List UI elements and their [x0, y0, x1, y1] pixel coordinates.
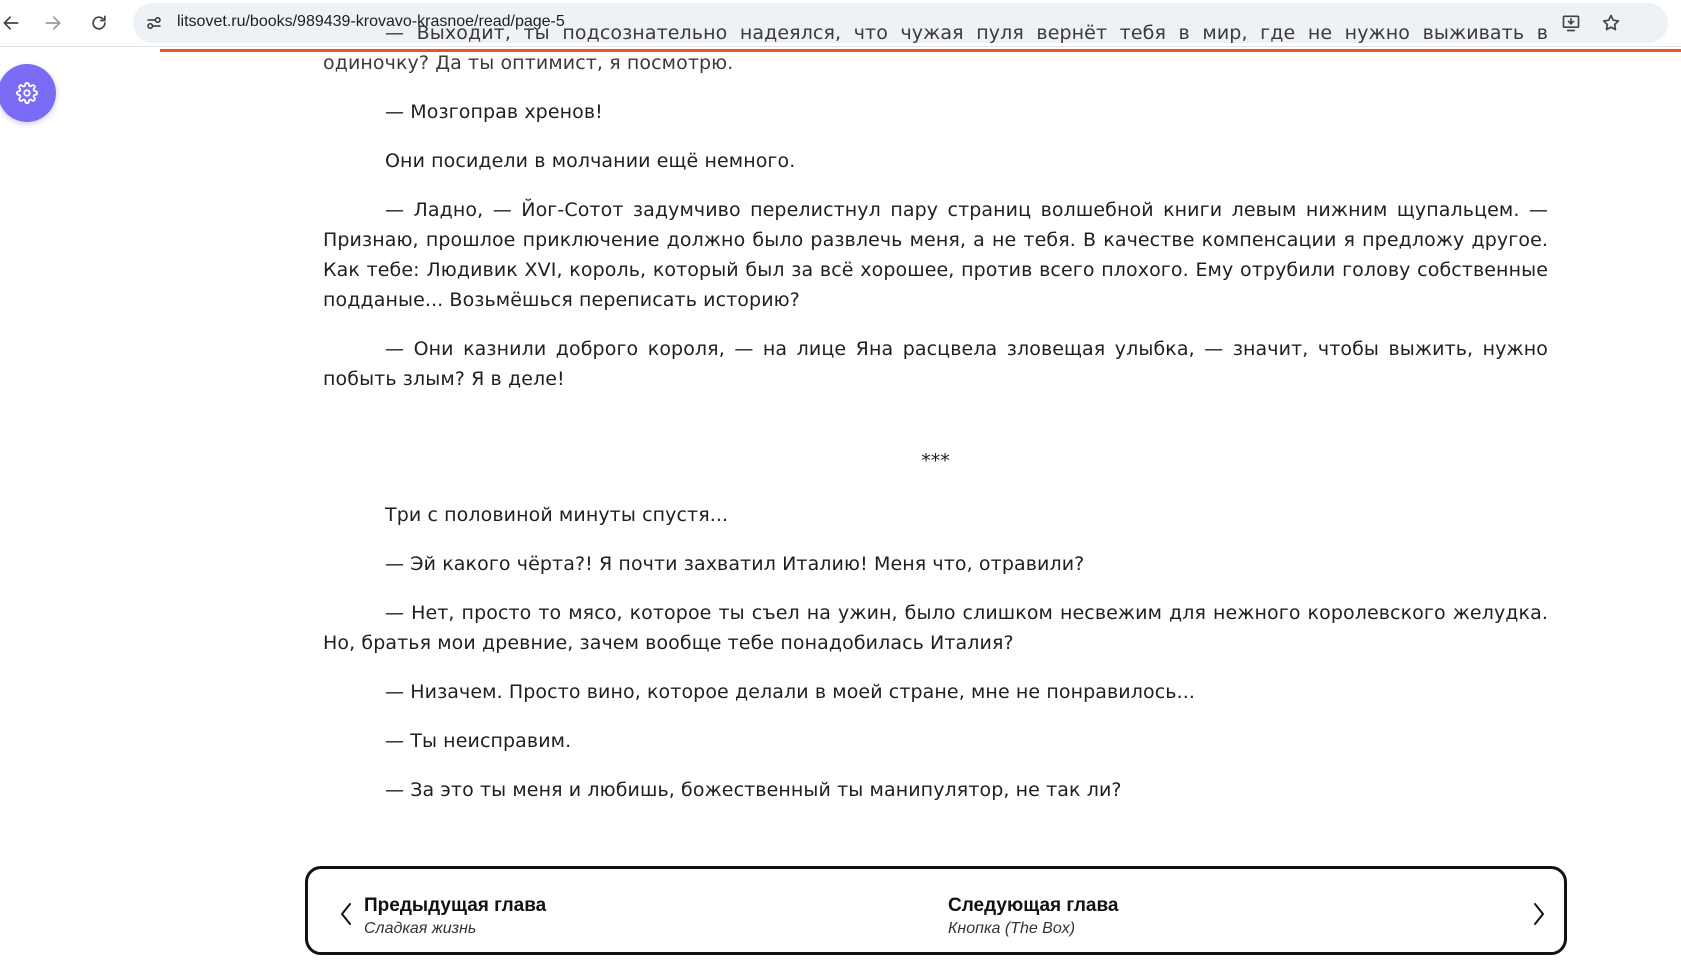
paragraph: — Нет, просто то мясо, которое ты съел на ужин, было слишком несвежим для нежного королевского желудка. Но, братья мои древние, зачем вообще тебе понадобилась Италия?	[323, 602, 1548, 654]
scene-separator: ***	[921, 450, 950, 472]
paragraph: Три с половиной минуты спустя...	[385, 504, 729, 526]
back-button[interactable]	[0, 8, 26, 38]
paragraph: — Низачем. Просто вино, которое делали в моей стране, мне не понравилось...	[385, 681, 1195, 703]
install-app-icon	[1561, 13, 1581, 33]
chevron-right-icon	[1529, 901, 1549, 927]
gear-icon	[16, 82, 38, 104]
paragraph: — Ладно, — Йог-Сотот задумчиво перелистнул пару страниц волшебной книги левым нижним щупальцем. — Признаю, прошлое приключение должно было развлечь меня, а не тебя. В качестве компенсации я предложу другое. Как тебе: Людивик XVI, король, который был за всё хорошее, против всего плохого. Ему отрубили голову собственные подданые... Возьмёшься переписать историю?	[323, 199, 1548, 311]
reader-settings-button[interactable]	[0, 64, 56, 122]
previous-chapter-title: Сладкая жизнь	[364, 920, 477, 937]
next-chapter-title: Кнопка (The Box)	[948, 920, 1076, 937]
paragraph: — Выходит, ты подсознательно надеялся, что чужая пуля вернёт тебя в мир, где не нужно выживать в одиночку? Да ты оптимист, я посмотрю.	[323, 22, 1548, 74]
site-settings-icon	[145, 14, 163, 32]
arrow-right-icon	[43, 13, 63, 33]
paragraph: — Они казнили доброго короля, — на лице Яна расцвела зловещая улыбка, — значит, чтобы выжить, нужно побыть злым? Я в деле!	[323, 338, 1548, 390]
previous-chapter-label: Предыдущая глава	[364, 895, 547, 916]
previous-chapter-link[interactable]	[328, 889, 908, 939]
chevron-left-icon	[336, 901, 356, 927]
url-text[interactable]: litsovet.ru/books/989439-krovavo-krasnoe/read/page-5	[177, 13, 565, 30]
chapter-navigation	[305, 866, 1567, 955]
reload-icon	[89, 13, 109, 33]
site-info-button[interactable]	[139, 8, 169, 38]
paragraph: — Эй какого чёрта?! Я почти захватил Италию! Меня что, отравили?	[385, 553, 1085, 575]
next-chapter-label: Следующая глава	[948, 895, 1119, 916]
forward-button[interactable]	[38, 8, 68, 38]
paragraph: — Ты неисправим.	[385, 730, 572, 752]
star-icon	[1601, 13, 1621, 33]
install-app-button[interactable]	[1558, 10, 1584, 36]
reader-content	[323, 22, 1548, 852]
paragraph: — Мозгоправ хренов!	[385, 101, 603, 123]
arrow-left-icon	[1, 13, 21, 33]
paragraph: — За это ты меня и любишь, божественный ты манипулятор, не так ли?	[385, 779, 1122, 801]
bookmark-button[interactable]	[1598, 10, 1624, 36]
reload-button[interactable]	[84, 8, 114, 38]
next-chapter-link[interactable]	[948, 889, 1543, 939]
paragraph: Они посидели в молчании ещё немного.	[385, 150, 796, 172]
